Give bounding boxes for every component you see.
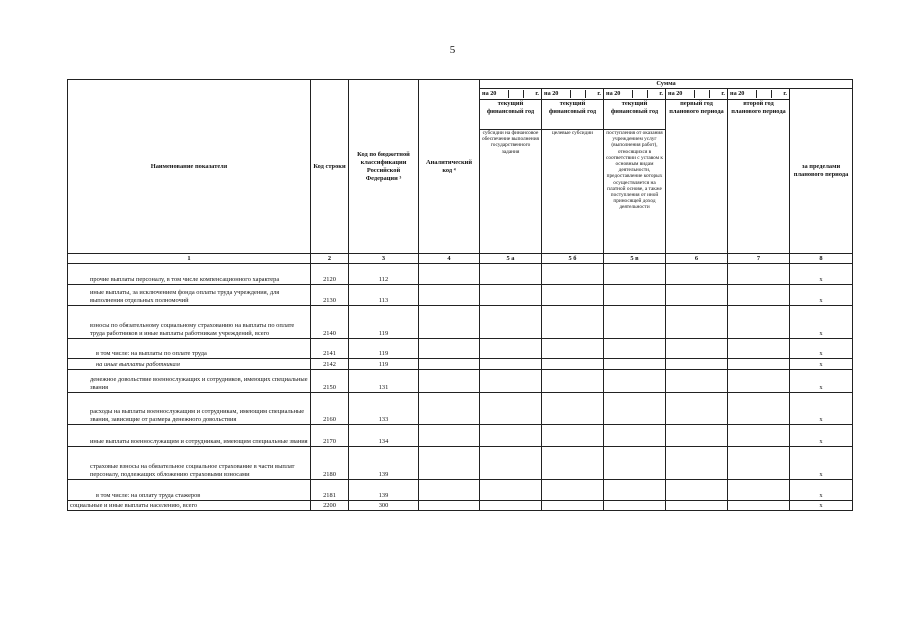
- row-value-5a: [480, 359, 542, 370]
- row-value-5a: [480, 264, 542, 285]
- table-row: [68, 370, 853, 393]
- row-code: 2160: [311, 393, 349, 425]
- row-name: расходы на выплаты военнослужащим и сотрудникам, имеющим специальные звания, зависящие от размера денежного довольствия: [68, 393, 311, 425]
- row-value-8: x: [790, 393, 853, 425]
- header-code: Код строки: [311, 80, 349, 254]
- table-row: [68, 306, 853, 339]
- row-analytic-code: [419, 285, 480, 306]
- row-name: социальные и иные выплаты населению, всего: [68, 501, 311, 511]
- header-col5a-sub: субсидии на финансовое обеспечение выполнения государственного задания: [480, 130, 542, 254]
- row-analytic-code: [419, 447, 480, 480]
- row-value-6: [666, 359, 728, 370]
- col-num: 8: [790, 254, 853, 264]
- row-budget-code: 119: [349, 339, 419, 359]
- row-code: 2142: [311, 359, 349, 370]
- year-cell-5v: на 20 г.: [604, 89, 666, 100]
- row-budget-code: 113: [349, 285, 419, 306]
- row-budget-code: 134: [349, 425, 419, 447]
- row-value-5a: [480, 339, 542, 359]
- row-value-7: [728, 339, 790, 359]
- row-value-5b: [542, 447, 604, 480]
- row-code: 2130: [311, 285, 349, 306]
- row-name: взносы по обязательному социальному страхованию на выплаты по оплате труда работников и иные выплаты работникам учреждений, всего: [68, 306, 311, 339]
- header-col5v: текущий финансовый год: [604, 100, 666, 130]
- row-value-6: [666, 480, 728, 501]
- year-cell-5b: на 20 г.: [542, 89, 604, 100]
- row-value-5v: [604, 264, 666, 285]
- row-value-6: [666, 425, 728, 447]
- row-value-5v: [604, 393, 666, 425]
- col-num: 6: [666, 254, 728, 264]
- row-value-8: x: [790, 480, 853, 501]
- header-sum: Сумма: [480, 80, 853, 89]
- row-budget-code: 119: [349, 306, 419, 339]
- row-value-8: x: [790, 306, 853, 339]
- header-col5v-sub: поступления от оказания учреждением услуг (выполнения работ), относящихся в соответствии с уставом к основным видам деятельности, предоставление которых осуществляется на платной основе, а также поступления от иной приносящей доход деятельности: [604, 130, 666, 254]
- row-value-5b: [542, 285, 604, 306]
- row-value-5a: [480, 393, 542, 425]
- row-code: 2180: [311, 447, 349, 480]
- row-value-8: x: [790, 339, 853, 359]
- row-value-7: [728, 480, 790, 501]
- row-value-5b: [542, 339, 604, 359]
- row-value-5v: [604, 501, 666, 511]
- row-value-6: [666, 339, 728, 359]
- col-num: 5 а: [480, 254, 542, 264]
- row-analytic-code: [419, 370, 480, 393]
- row-value-8: x: [790, 501, 853, 511]
- row-value-6: [666, 306, 728, 339]
- row-name: на иные выплаты работникам: [68, 359, 311, 370]
- row-value-5a: [480, 501, 542, 511]
- row-name: денежное довольствие военнослужащих и сотрудников, имеющих специальные звания: [68, 370, 311, 393]
- row-value-5a: [480, 447, 542, 480]
- row-code: 2200: [311, 501, 349, 511]
- row-budget-code: 139: [349, 480, 419, 501]
- row-value-7: [728, 306, 790, 339]
- row-analytic-code: [419, 339, 480, 359]
- col-num: 1: [68, 254, 311, 264]
- table-row: [68, 501, 853, 511]
- header-budget-code: Код по бюджетной классификации Российской Федерации ³: [349, 80, 419, 254]
- row-value-7: [728, 359, 790, 370]
- row-code: 2181: [311, 480, 349, 501]
- row-value-5b: [542, 359, 604, 370]
- page-number: 5: [449, 44, 456, 56]
- col-num: 5 в: [604, 254, 666, 264]
- row-value-5v: [604, 370, 666, 393]
- row-value-5v: [604, 339, 666, 359]
- financial-plan-table: [67, 79, 853, 511]
- col-num: 3: [349, 254, 419, 264]
- row-value-6: [666, 393, 728, 425]
- column-number-row: [68, 254, 853, 264]
- table-row: [68, 285, 853, 306]
- header-col8: за пределами планового периода: [790, 89, 853, 254]
- row-value-6: [666, 501, 728, 511]
- row-value-7: [728, 264, 790, 285]
- row-value-6: [666, 447, 728, 480]
- row-value-5a: [480, 285, 542, 306]
- row-value-5v: [604, 480, 666, 501]
- table-row: [68, 447, 853, 480]
- row-value-8: x: [790, 370, 853, 393]
- row-name: страховые взносы на обязательное социальное страхование в части выплат персоналу, подлежащих обложению страховыми взносами: [68, 447, 311, 480]
- row-value-5b: [542, 501, 604, 511]
- col-num: 4: [419, 254, 480, 264]
- row-analytic-code: [419, 480, 480, 501]
- table-row: [68, 393, 853, 425]
- row-value-8: x: [790, 285, 853, 306]
- row-value-5b: [542, 306, 604, 339]
- row-value-7: [728, 501, 790, 511]
- row-name: в том числе: на оплату труда стажеров: [68, 480, 311, 501]
- row-budget-code: 139: [349, 447, 419, 480]
- year-cell-6: на 20 г.: [666, 89, 728, 100]
- row-value-8: x: [790, 264, 853, 285]
- row-value-5a: [480, 480, 542, 501]
- col-num: 2: [311, 254, 349, 264]
- row-value-5b: [542, 264, 604, 285]
- table-row: [68, 480, 853, 501]
- header-col5a: текущий финансовый год: [480, 100, 542, 130]
- row-value-5a: [480, 425, 542, 447]
- header-col5b-sub: целевые субсидии: [542, 130, 604, 254]
- year-cell-7: на 20 г.: [728, 89, 790, 100]
- row-value-8: x: [790, 425, 853, 447]
- row-value-5b: [542, 425, 604, 447]
- header-col7: второй год планового периода: [728, 100, 790, 254]
- col-num: 7: [728, 254, 790, 264]
- row-budget-code: 119: [349, 359, 419, 370]
- row-value-7: [728, 393, 790, 425]
- col-num: 5 б: [542, 254, 604, 264]
- row-value-5b: [542, 393, 604, 425]
- header-analytic-code: Аналитический код ⁴: [419, 80, 480, 254]
- table-row: [68, 339, 853, 359]
- row-value-6: [666, 264, 728, 285]
- row-code: 2140: [311, 306, 349, 339]
- row-value-5v: [604, 425, 666, 447]
- row-code: 2170: [311, 425, 349, 447]
- row-analytic-code: [419, 393, 480, 425]
- row-code: 2150: [311, 370, 349, 393]
- row-code: 2120: [311, 264, 349, 285]
- row-value-7: [728, 425, 790, 447]
- row-code: 2141: [311, 339, 349, 359]
- year-cell-5a: на 20 г.: [480, 89, 542, 100]
- row-value-5b: [542, 370, 604, 393]
- row-budget-code: 112: [349, 264, 419, 285]
- row-value-8: x: [790, 359, 853, 370]
- row-name: иные выплаты, за исключением фонда оплаты труда учреждения, для выполнения отдельных полномочий: [68, 285, 311, 306]
- row-analytic-code: [419, 359, 480, 370]
- row-value-7: [728, 285, 790, 306]
- row-analytic-code: [419, 306, 480, 339]
- table-row: [68, 425, 853, 447]
- header-name: Наименование показателя: [68, 80, 311, 254]
- row-analytic-code: [419, 425, 480, 447]
- row-name: прочие выплаты персоналу, в том числе компенсационного характера: [68, 264, 311, 285]
- row-value-5v: [604, 285, 666, 306]
- row-value-5b: [542, 480, 604, 501]
- row-value-5a: [480, 370, 542, 393]
- row-value-5v: [604, 359, 666, 370]
- row-budget-code: 133: [349, 393, 419, 425]
- row-analytic-code: [419, 501, 480, 511]
- table-row: [68, 359, 853, 370]
- header-col5b: текущий финансовый год: [542, 100, 604, 130]
- row-value-7: [728, 447, 790, 480]
- row-name: в том числе: на выплаты по оплате труда: [68, 339, 311, 359]
- row-analytic-code: [419, 264, 480, 285]
- row-name: иные выплаты военнослужащим и сотрудникам, имеющим специальные звания: [68, 425, 311, 447]
- row-value-8: x: [790, 447, 853, 480]
- row-value-6: [666, 370, 728, 393]
- row-budget-code: 300: [349, 501, 419, 511]
- header-col6: первый год планового периода: [666, 100, 728, 254]
- row-budget-code: 131: [349, 370, 419, 393]
- row-value-6: [666, 285, 728, 306]
- table-row: [68, 264, 853, 285]
- row-value-7: [728, 370, 790, 393]
- row-value-5v: [604, 447, 666, 480]
- row-value-5a: [480, 306, 542, 339]
- row-value-5v: [604, 306, 666, 339]
